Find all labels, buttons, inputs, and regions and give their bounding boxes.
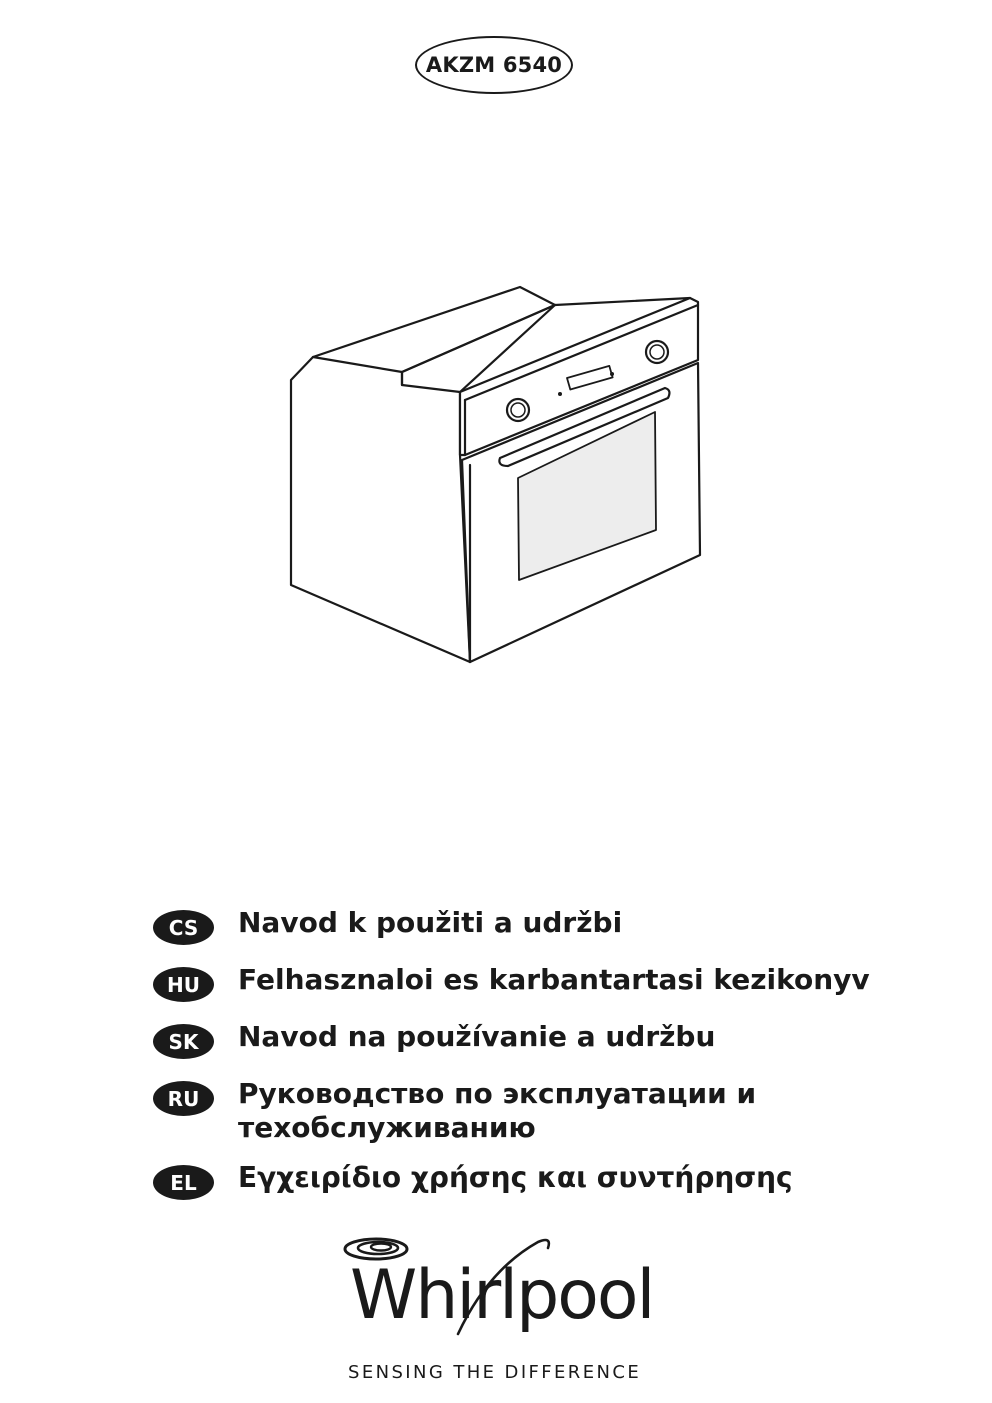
whirlpool-logo	[338, 1230, 654, 1340]
language-row-el	[153, 1161, 913, 1200]
language-row-hu	[153, 963, 913, 1002]
language-code-badge: RU	[153, 1081, 214, 1116]
language-list	[153, 906, 913, 1218]
model-number-badge	[415, 36, 573, 94]
brand-tagline: SENSING THE DIFFERENCE	[348, 1362, 642, 1383]
language-row-ru	[153, 1077, 913, 1145]
oven-illustration-icon	[280, 278, 710, 673]
language-code-badge: CS	[153, 910, 214, 945]
language-title: Navod k použiti a udržbi	[238, 906, 623, 939]
model-number: AKZM 6540	[425, 53, 563, 77]
language-title: Εγχειρίδιο χρήσης και συντήρησης	[238, 1161, 793, 1194]
language-row-cs	[153, 906, 913, 945]
language-code-badge: SK	[153, 1024, 214, 1059]
language-row-sk	[153, 1020, 913, 1059]
language-title: Руководство по эксплуатации и техобслуживанию	[238, 1077, 757, 1144]
language-code-badge: HU	[153, 967, 214, 1002]
brand-wordmark: Whirlpool	[350, 1256, 654, 1335]
language-title: Felhasznaloi es karbantartasi kezikonyv	[238, 963, 870, 996]
language-code-badge: EL	[153, 1165, 214, 1200]
language-title: Navod na používanie a udržbu	[238, 1020, 716, 1053]
